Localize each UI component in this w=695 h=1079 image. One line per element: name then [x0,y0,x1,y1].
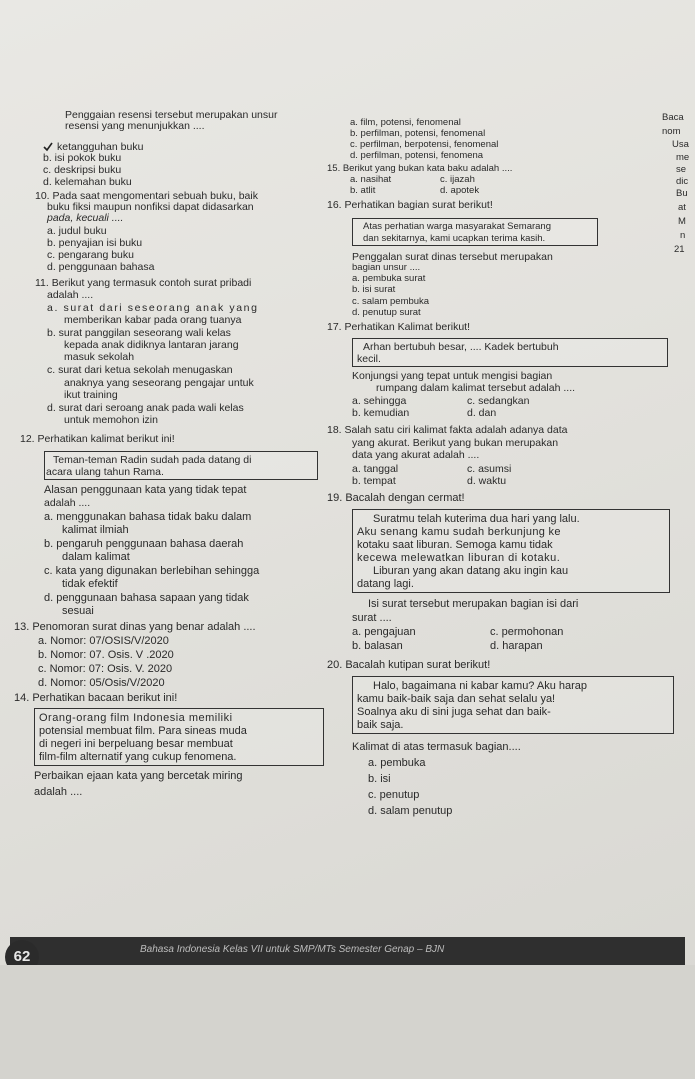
edge-fragment: at [678,202,686,213]
quote-line: Liburan yang akan datang aku ingin kau [373,565,569,577]
option: c. salam pembuka [352,296,430,307]
question-text: Kalimat di atas termasuk bagian.... [352,741,521,753]
quote-box [352,218,598,246]
option: b. Nomor: 07. Osis. V .2020 [38,649,174,661]
question-text: resensi yang menunjukkan .... [65,120,205,132]
option: d. waktu [467,475,507,487]
option: c. kata yang digunakan berlebihan sehingga [44,565,260,577]
quote-box [352,676,674,734]
option: a. film, potensi, fenomenal [350,117,461,128]
quote-box [352,338,668,367]
option: a. tanggal [352,463,399,475]
question-text: Konjungsi yang tepat untuk mengisi bagian [352,370,553,382]
edge-fragment: se [676,164,687,175]
option: d. kelemahan buku [43,176,132,188]
option: tidak efektif [62,578,118,590]
quote-line: di negeri ini berpeluang besar membuat [39,738,233,750]
option: d. Nomor: 05/Osis/V/2020 [38,677,165,689]
quote-line: datang lagi. [357,578,414,590]
edge-fragment: n [680,230,686,241]
question-text: adalah .... [34,786,83,798]
question-text: Penggaian resensi tersebut merupakan unsur [65,109,278,121]
option: untuk memohon izin [64,414,158,426]
option: c. Nomor: 07: Osis. V. 2020 [38,663,173,675]
quote-line: kotaku saat liburan. Semoga kamu tidak [357,539,553,551]
option: c. ijazah [440,174,475,185]
question-text: 14. Perhatikan bacaan berikut ini! [14,692,178,704]
question-text: 17. Perhatikan Kalimat berikut! [327,321,470,333]
option: c. sedangkan [467,395,530,407]
option: b. perfilman, potensi, fenomenal [350,128,486,139]
quote-line: Suratmu telah kuterima dua hari yang lalu. [373,513,580,525]
quote-line: Aku senang kamu sudah berkunjung ke [357,526,561,538]
quote-line: Atas perhatian warga masyarakat Semarang [363,221,551,232]
option: a. Nomor: 07/OSIS/V/2020 [38,635,169,647]
quote-line: kamu baik-baik saja dan sehat selalu ya! [357,693,556,705]
question-text: bagian unsur .... [352,262,421,273]
question-text: Penggalan surat dinas tersebut merupakan [352,251,553,263]
option: d. harapan [490,640,543,652]
option: a. menggunakan bahasa tidak baku dalam [44,511,252,523]
edge-fragment: dic [676,176,689,187]
option: a. pembuka surat [352,273,426,284]
edge-fragment: me [676,152,690,163]
quote-line: film-film alternatif yang cukup fenomena. [39,751,237,763]
option: ketangguhan buku [57,141,144,153]
option: d. perfilman, potensi, fenomena [350,150,484,161]
option: c. deskripsi buku [43,164,122,176]
option: anaknya yang seseorang pengajar untuk [64,377,254,389]
option: d. dan [467,407,497,419]
option: d. penggunaan bahasa [47,261,155,273]
option: b. pengaruh penggunaan bahasa daerah [44,538,244,550]
edge-fragment: 21 [674,244,685,255]
option: d. apotek [440,185,480,196]
option: b. atlit [350,185,376,196]
quote-line: Soalnya aku di sini juga sehat dan baik- [357,706,551,718]
option: sesuai [62,605,94,617]
quote-line: acara ulang tahun Rama. [46,466,164,478]
quote-line: kecewa melewatkan liburan di kotaku. [357,552,561,564]
option: c. surat dari ketua sekolah menugaskan [47,364,233,376]
edge-fragment: Usa [672,139,689,150]
option: b. penyajian isi buku [47,237,143,249]
option: a. sehingga [352,395,407,407]
option: memberikan kabar pada orang tuanya [64,314,242,326]
quote-box [352,509,670,593]
option: b. balasan [352,640,403,652]
question-text: Perbaikan ejaan kata yang bercetak miring [34,770,243,782]
option: b. tempat [352,475,396,487]
question-text: 10. Pada saat mengomentari sebuah buku, baik [35,190,258,202]
option: b. isi pokok buku [43,152,122,164]
quote-line: dan sekitarnya, kami ucapkan terima kasih. [363,233,546,244]
option: d. salam penutup [368,805,453,817]
option: b. kemudian [352,407,410,419]
edge-fragment: Baca [662,112,684,123]
question-text: data yang akurat adalah .... [352,449,480,461]
option: ikut training [64,389,118,401]
question-text: 13. Penomoran surat dinas yang benar adalah .... [14,621,256,633]
edge-fragment: nom [662,126,681,137]
question-text: adalah .... [47,289,94,301]
quote-line: potensial membuat film. Para sineas muda [39,725,247,737]
question-text: Isi surat tersebut merupakan bagian isi dari [368,598,579,610]
question-text: 19. Bacalah dengan cermat! [327,492,465,504]
option: a. pembuka [368,757,426,769]
question-text: 11. Berikut yang termasuk contoh surat pribadi [35,277,252,289]
quote-line: Arhan bertubuh besar, .... Kadek bertubuh [363,341,559,353]
question-text: yang akurat. Berikut yang bukan merupakan [352,437,559,449]
question-text: 20. Bacalah kutipan surat berikut! [327,659,491,671]
quote-box [34,708,324,766]
edge-fragment: Bu [676,188,688,199]
option: c. perfilman, berpotensi, fenomenal [350,139,499,150]
option: c. asumsi [467,463,512,475]
option: c. penutup [368,789,420,801]
question-text: pada, kecuali .... [47,212,124,224]
option: c. pengarang buku [47,249,134,261]
footer-title: Bahasa Indonesia Kelas VII untuk SMP/MTs Semester Genap – BJN [140,944,445,955]
check-mark-icon [43,142,53,152]
option: b. isi surat [352,284,396,295]
option: d. penggunaan bahasa sapaan yang tidak [44,592,249,604]
quote-line: baik saja. [357,719,404,731]
option: a. nasihat [350,174,392,185]
option: c. permohonan [490,626,564,638]
question-text: 15. Berikut yang bukan kata baku adalah .... [327,163,513,174]
quote-line: Teman-teman Radin sudah pada datang di [53,454,252,466]
option: b. surat panggilan seseorang wali kelas [47,327,231,339]
option: a. judul buku [47,225,107,237]
option: a. pengajuan [352,626,416,638]
quote-box [44,451,318,480]
question-text: Alasan penggunaan kata yang tidak tepat [44,484,247,496]
question-text: 18. Salah satu ciri kalimat fakta adalah adanya data [327,424,568,436]
question-text: 16. Perhatikan bagian surat berikut! [327,199,493,211]
question-text: surat .... [352,612,392,624]
option: a. surat dari seseorang anak yang [47,302,259,314]
option: dalam kalimat [62,551,130,563]
quote-line: Halo, bagaimana ni kabar kamu? Aku harap [373,680,588,692]
option: kepada anak didiknya lantaran jarang [64,339,239,351]
option: kalimat ilmiah [62,524,129,536]
option: d. penutup surat [352,307,421,318]
question-text: rumpang dalam kalimat tersebut adalah .... [376,382,576,394]
quote-line: kecil. [357,353,381,365]
page-bottom-margin [0,965,695,1079]
edge-fragment: M [678,216,686,227]
page-number: 62 [5,940,39,974]
option: b. isi [368,773,391,785]
option: masuk sekolah [64,351,135,363]
question-text: 12. Perhatikan kalimat berikut ini! [20,433,175,445]
question-text: buku fiksi maupun nonfiksi dapat didasarkan [47,201,254,213]
question-text: adalah .... [44,497,91,509]
option: d. surat dari seroang anak pada wali kelas [47,402,244,414]
quote-line: Orang-orang film Indonesia memiliki [39,712,233,724]
